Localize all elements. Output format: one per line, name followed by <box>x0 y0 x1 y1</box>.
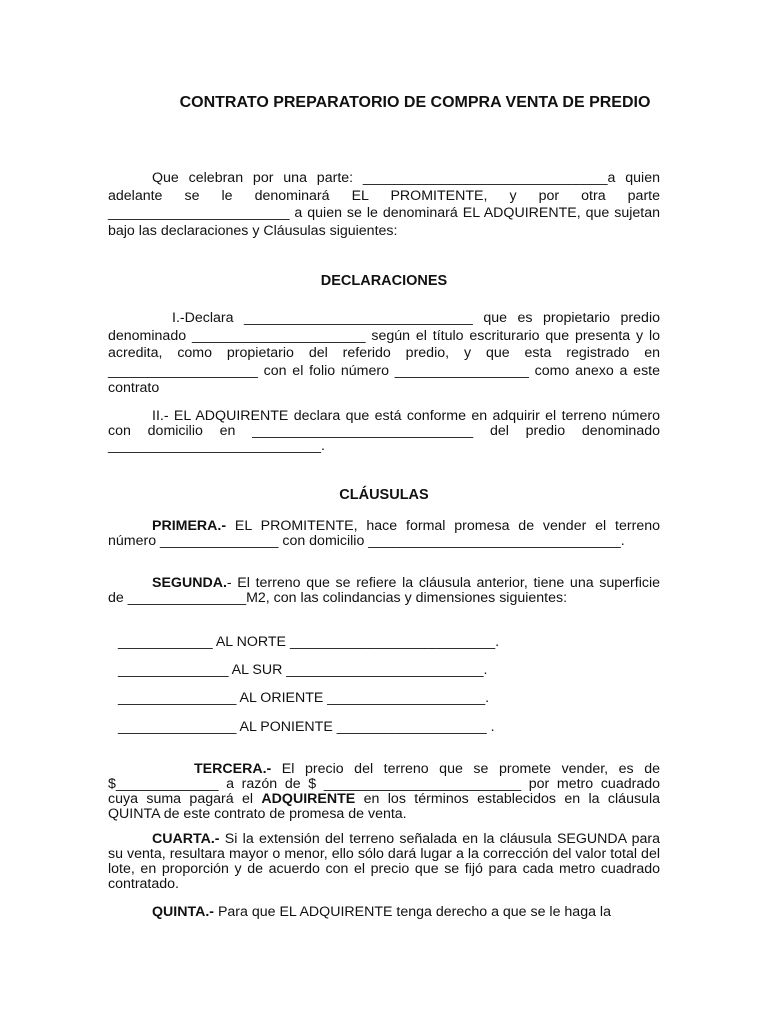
clausulas-heading: CLÁUSULAS <box>339 487 429 503</box>
dimension-oriente: _______________ AL ORIENTE ____________________. <box>118 690 490 706</box>
tercera-text-2: en los términos establecidos en la cláusula QUINTA de este contrato de promesa de venta. <box>108 791 660 822</box>
declaracion-1 <box>108 310 660 398</box>
tercera-bold: ADQUIRENTE <box>261 791 356 807</box>
declaracion-1-text: I.-Declara _____________________________ que es propietario predio denominado ______________________ según el título escriturario que presenta y lo acredita, como propietario del referido predio, y que esta registrado en ___________________ con el folio número _________________ como anexo a este contrato <box>108 310 660 396</box>
clausula-tercera <box>108 762 660 822</box>
declaracion-2 <box>108 409 660 454</box>
cuarta-label: CUARTA.- <box>152 831 220 847</box>
quinta-label: QUINTA.- <box>152 904 214 920</box>
quinta-text: Para que EL ADQUIRENTE tenga derecho a que se le haga la <box>214 904 611 920</box>
declaraciones-heading: DECLARACIONES <box>320 273 448 289</box>
primera-label: PRIMERA.- <box>152 518 227 534</box>
tercera-label: TERCERA.- <box>194 761 272 777</box>
clausula-cuarta <box>108 832 660 892</box>
intro-text: Que celebran por una parte: _______________________________a quien adelante se le denominará EL PROMITENTE, y por otra parte _______________________ a quien se le denominará EL ADQUIRENTE, que sujetan bajo las declaraciones y Cláusulas siguientes: <box>108 170 660 239</box>
document-title: CONTRATO PREPARATORIO DE COMPRA VENTA DE PREDIO <box>179 94 651 111</box>
tercera-text-1: El precio del terreno que se promete vender, es de $_____________ a razón de $ _________________________ por metro cuadrado cuya suma pagará el <box>108 761 660 807</box>
segunda-text: - El terreno que se refiere la cláusula anterior, tiene una superficie de _______________M2, con las colindancias y dimensiones siguientes: <box>108 575 660 606</box>
dimension-norte: ____________ AL NORTE __________________________. <box>118 634 500 650</box>
clausula-primera <box>108 519 660 549</box>
clausula-quinta <box>108 905 660 920</box>
dimension-poniente: _______________ AL PONIENTE ___________________ . <box>118 719 495 735</box>
dimension-sur: ______________ AL SUR _________________________. <box>118 662 488 678</box>
segunda-label: SEGUNDA. <box>152 575 227 591</box>
declaracion-2-text: II.- EL ADQUIRENTE declara que está conforme en adquirir el terreno número con domicilio en ____________________________ del predio denominado ___________________________. <box>108 408 660 454</box>
primera-text: EL PROMITENTE, hace formal promesa de vender el terreno número _______________ con domicilio ________________________________. <box>108 518 660 549</box>
cuarta-text: Si la extensión del terreno señalada en la cláusula SEGUNDA para su venta, resultara mayor o menor, ello sólo dará lugar a la corrección del valor total del lote, en proporción y de acuerdo con el precio que se fijó para cada metro cuadrado contratado. <box>108 831 660 892</box>
clausula-segunda <box>108 576 660 606</box>
intro-paragraph <box>108 170 660 240</box>
